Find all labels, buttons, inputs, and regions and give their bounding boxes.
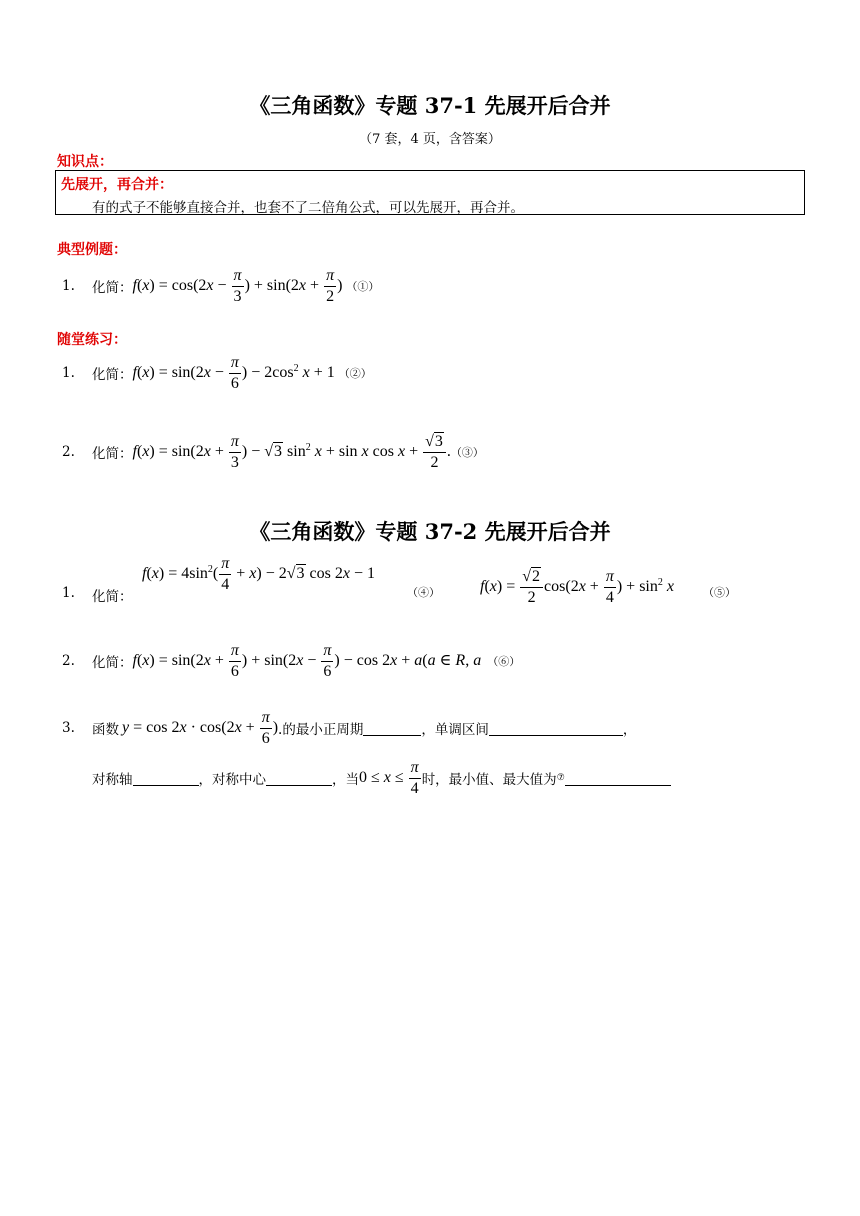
footnote-marker: （④） xyxy=(407,586,440,599)
item-label: 化简： xyxy=(92,655,133,671)
item-label: 化简： xyxy=(92,280,133,296)
footnote-marker: （⑤） xyxy=(703,586,736,599)
page-subtitle: （7 套，4 页，含答案） xyxy=(359,132,501,147)
item-number: 1. xyxy=(62,585,75,601)
q3-minmax-text: 时，最小值、最大值为 xyxy=(421,772,557,788)
item-label: 化简： xyxy=(92,589,133,605)
formula: f(x) = sin(2x + $\frac{\pi}{6}$ ) + sin(2x − $\frac{\pi}{6}$ ) − cos 2x + a(a ∈ R, a xyxy=(132,641,482,680)
item-number: 2. xyxy=(62,444,75,460)
formula: f(x) = cos(2x − $\frac{\pi}{3}$ ) + sin(2x + $\frac{\pi}{2}$ ) xyxy=(132,266,343,305)
q3-axis-text: 对称轴 xyxy=(92,772,133,788)
item-number: 1. xyxy=(62,365,75,381)
examples-heading: 典型例题： xyxy=(57,242,127,258)
item-number: 3. xyxy=(62,720,75,736)
footnote-marker: （⑥） xyxy=(487,655,521,668)
footnote-marker: （③） xyxy=(450,446,484,459)
knowledge-heading: 知识点： xyxy=(57,154,113,170)
q3-interval-text: ，单调区间 xyxy=(421,722,489,738)
item-label: 函数 xyxy=(92,722,119,738)
answer-blank-center[interactable] xyxy=(266,771,332,786)
box-heading: 先展开，再合并： xyxy=(61,177,173,193)
question-3-line-2 xyxy=(92,754,671,802)
formula: f(x) = sin(2x − $\frac{\pi}{6}$ ) − $2\cos^2$ x + 1 xyxy=(132,353,335,392)
formula-5: f(x) = $\frac{√2}{2}$ cos(2x + $\frac{\pi}{4}$ ) + $\sin^2 x$ xyxy=(480,568,674,606)
q3-center-text: ，对称中心 xyxy=(198,772,266,788)
practice-2 xyxy=(62,427,484,477)
q3-period-text: .的最小正周期 xyxy=(278,722,364,738)
item-number: 2. xyxy=(62,653,75,669)
formula: y = cos 2x · cos(2x + $\frac{\pi}{6}$ ) xyxy=(122,708,279,747)
item-label: 化简： xyxy=(92,367,133,383)
question-3 xyxy=(62,704,636,752)
q3-when-text: ，当 xyxy=(332,772,359,788)
knowledge-box xyxy=(55,170,805,215)
footnote-marker: ⑦ xyxy=(556,773,565,783)
practice-1 xyxy=(62,349,372,397)
formula: f(x) = sin(2x + $\frac{\pi}{3}$ ) − √3 $\sin^2 x + \sin x$ cos x + $\frac{√3}{2}$ . xyxy=(132,432,451,471)
practice-heading: 随堂练习： xyxy=(57,332,127,348)
formula-4: $f(x) = 4\sin^2$( $\frac{\pi}{4}$ + x) − 2√3 cos 2x − 1 xyxy=(142,555,376,593)
q3-comma: ， xyxy=(622,722,637,738)
footnote-marker: （②） xyxy=(338,367,372,380)
page-title-1: 《三角函数》专题 37-1 先展开后合并 xyxy=(249,93,611,118)
answer-blank-axis[interactable] xyxy=(133,771,199,786)
answer-blank-minmax[interactable] xyxy=(565,771,671,786)
footnote-marker: （①） xyxy=(346,280,380,293)
formula-range: 0 ≤ x ≤ $\frac{\pi}{4}$ xyxy=(359,758,419,797)
answer-blank-period[interactable] xyxy=(363,721,421,736)
example-1 xyxy=(62,262,379,310)
answer-blank-interval[interactable] xyxy=(489,721,623,736)
page-title-2: 《三角函数》专题 37-2 先展开后合并 xyxy=(249,519,611,544)
question-2 xyxy=(62,637,520,685)
item-number: 1. xyxy=(62,278,75,294)
item-label: 化简： xyxy=(92,446,133,462)
box-text: 有的式子不能够直接合并，也套不了二倍角公式，可以先展开，再合并。 xyxy=(92,200,524,216)
